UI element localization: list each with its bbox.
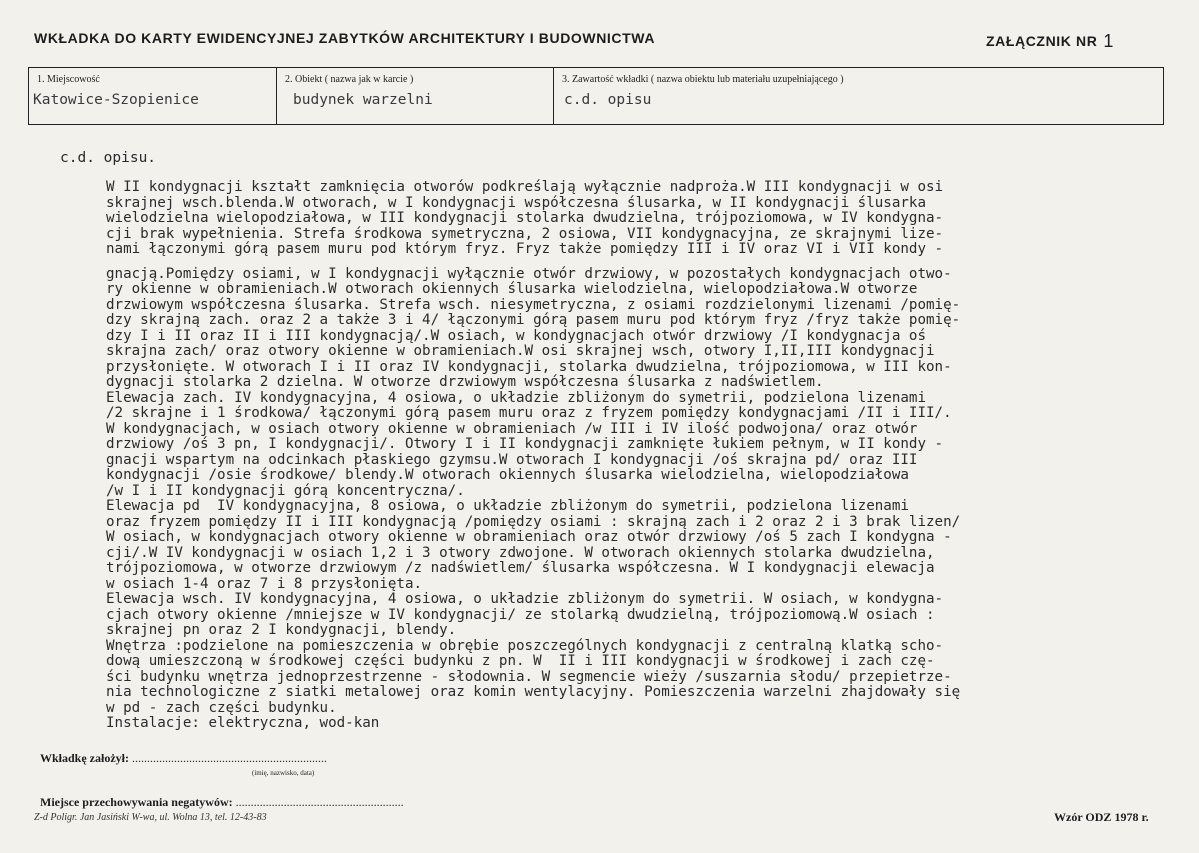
text-line: cjach otwory okienne /mniejsze w IV kondygnacji/ ze stolarką dwudzielną, trójpoziomową.W osiach : bbox=[106, 606, 935, 623]
printer-info: Z-d Poligr. Jan Jasiński W-wa, ul. Wolna 13, tel. 12-43-83 bbox=[34, 812, 267, 823]
locality-label: 1. Miejscowość bbox=[37, 74, 100, 85]
inserts-dots: ................................................................. bbox=[129, 751, 327, 765]
text-line: ści budynku wnętrza jednoprzestrzenne - słodownia. W segmencie wieży /suszarnia słodu/ przepietrze- bbox=[106, 668, 952, 685]
content-label: 3. Zawartość wkładki ( nazwa obiektu lub materiału uzupełniającego ) bbox=[562, 74, 844, 85]
text-line: kondygnacji /osie środkowe/ blendy.W otworach okiennych ślusarka wielodzielna, wielopodziałowa bbox=[106, 467, 909, 483]
object-cell bbox=[277, 68, 554, 124]
text-line: Elewacja pd IV kondygnacyjna, 8 osiowa, o układzie zbliżonym do symetrii, podzielona lizenami bbox=[106, 498, 909, 514]
document-body bbox=[106, 180, 1151, 732]
text-line: drzwiowy /oś 3 pn, I kondygnacji/. Otwory I i II kondygnacji zamknięte łukiem pełnym, w II kondy - bbox=[106, 436, 944, 452]
text-line: cji brak wypełnienia. Strefa środkowa symetryczna, 2 osiowa, VII kondygnacyjna, ze skrajnymi lize- bbox=[106, 225, 944, 242]
negatives-location bbox=[40, 795, 404, 810]
locality-cell bbox=[29, 68, 277, 124]
object-value: budynek warzelni bbox=[293, 92, 433, 108]
text-line: /2 skrajne i 1 środkowa/ łączonymi górą pasem muru oraz z fryzem pomiędzy kondygnacjami /II i III/. bbox=[106, 405, 952, 421]
inserts-label: Wkładkę założył: bbox=[40, 751, 129, 765]
text-line: Elewacja wsch. IV kondygnacyjna, 4 osiowa, o układzie zbliżonym do symetrii. W osiach, w kondygna- bbox=[106, 591, 944, 607]
text-line: oraz fryzem pomiędzy II i III kondygnacją /pomiędzy osiami : skrajną zach i 2 oraz 2 i 3 brak lizen/ bbox=[106, 513, 961, 530]
content-cell bbox=[554, 68, 1163, 124]
text-line: trójpoziomowa, w otworze drzwiowym /z nadświetlem/ ślusarka współczesna. W I kondygnacji elewacja bbox=[106, 560, 935, 576]
text-line: W kondygnacjach, w osiach otwory okienne w obramieniach /w III i IV ilość podwojona/ oraz otwór bbox=[106, 420, 918, 437]
text-line: dygnacji stolarka 2 dzielna. W otworze drzwiowym współczesna ślusarka z nadświetlem. bbox=[106, 374, 824, 390]
text-line: przysłonięte. W otworach I i II oraz IV kondygnacji, stolarka dwudzielna, trójpoziomowa, w III kon- bbox=[106, 358, 952, 375]
annex-number: 1 bbox=[1103, 31, 1115, 51]
annex-label bbox=[986, 30, 1114, 51]
object-label: 2. Obiekt ( nazwa jak w karcie ) bbox=[285, 74, 414, 85]
text-line: wielodzielna wielopodziałowa, w III kondygnacji stolarka dwudzielna, trójpoziomowa, w IV kondygna- bbox=[106, 210, 944, 226]
annex-label-text: ZAŁĄCZNIK NR bbox=[986, 33, 1098, 49]
text-line: drzwiowym współczesna ślusarka. Strefa wsch. niesymetryczna, z osiami rozdzielonymi lizenami /pomię- bbox=[106, 296, 961, 313]
text-line: ry okienne w obramieniach.W otworach okiennych ślusarka wielodzielna, wielopodziałowa.W otworze bbox=[106, 281, 918, 297]
inserts-author bbox=[40, 751, 327, 777]
text-line: Wnętrza :podzielone na pomieszczenia w obrębie poszczególnych kondygnacji z centralną klatką scho- bbox=[106, 637, 944, 654]
locality-value: Katowice-Szopienice bbox=[33, 92, 199, 108]
form-code: Wzór ODZ 1978 r. bbox=[1054, 810, 1149, 824]
inserts-sub-label: (imię, nazwisko, data) bbox=[252, 769, 315, 777]
text-line: dową umieszczoną w środkowej części budynku z pn. W II i III kondygnacji w środkowej i zach czę- bbox=[106, 653, 935, 669]
text-line: dzy skrajną zach. oraz 2 a także 3 i 4/ łączonymi górą pasem muru pod którym fryz /fryz także pomię- bbox=[106, 312, 961, 328]
negatives-dots: ........................................................ bbox=[232, 795, 404, 809]
text-line: skrajnej pn oraz 2 I kondygnacji, blendy. bbox=[106, 622, 457, 638]
form-fields-box bbox=[28, 67, 1164, 125]
content-value: c.d. opisu bbox=[564, 92, 652, 108]
text-line: cji/.W IV kondygnacji w osiach 1,2 i 3 otwory zdwojone. W otworach okiennych stolarka dwudzielna, bbox=[106, 544, 935, 561]
text-line: Instalacje: elektryczna, wod-kan bbox=[106, 715, 380, 731]
text-line: skrajnej wsch.blenda.W otworach, w I kondygnacji współczesna ślusarka, w II kondygnacji ślusarka bbox=[106, 194, 926, 211]
text-line: skrajna zach/ oraz otwory okienne w obramieniach.W osi skrajnej wsch, otwory I,II,III kondygnacji bbox=[106, 343, 935, 359]
text-line: dzy I i II oraz II i III kondygnacją/.W osiach, w kondygnacjach otwór drzwiowy /I kondygnacja oś bbox=[106, 327, 926, 344]
text-line: gnacją.Pomiędzy osiami, w I kondygnacji wyłącznie otwór drzwiowy, w pozostałych kondygnacjach otwo- bbox=[106, 265, 952, 282]
form-title: WKŁADKA DO KARTY EWIDENCYJNEJ ZABYTKÓW ARCHITEKTURY I BUDOWNICTWA bbox=[34, 30, 656, 46]
text-line: w pd - zach części budynku. bbox=[106, 699, 337, 716]
text-line: W osiach, w kondygnacjach otwory okienne w obramieniach oraz otwór drzwiowy /oś 5 zach I kondygna - bbox=[106, 529, 952, 545]
text-line: gnacji wspartym na odcinkach płaskiego gzymsu.W otworach I kondygnacji /oś skrajna pd/ oraz III bbox=[106, 451, 918, 468]
text-line: nami łączonymi górą pasem muru pod którym fryz. Fryz także pomiędzy III i IV oraz VI i VII kondy - bbox=[106, 241, 944, 257]
text-line: nia technologiczne z siatki metalowej oraz komin wentylacyjny. Pomieszczenia warzelni zhajdowały się bbox=[106, 684, 961, 700]
text-line: Elewacja zach. IV kondygnacyjna, 4 osiowa, o układzie zbliżonym do symetrii, podzielona lizenami bbox=[106, 389, 926, 406]
text-line: w osiach 1-4 oraz 7 i 8 przysłonięta. bbox=[106, 575, 423, 592]
document-heading: c.d. opisu. bbox=[60, 150, 157, 166]
negatives-label: Miejsce przechowywania negatywów: bbox=[40, 795, 233, 809]
text-line: W II kondygnacji kształt zamknięcia otworów podkreślają wyłącznie nadproża.W III kondygnacji w osi bbox=[106, 179, 944, 195]
text-line: /w I i II kondygnacji górą koncentryczna/. bbox=[106, 482, 465, 499]
